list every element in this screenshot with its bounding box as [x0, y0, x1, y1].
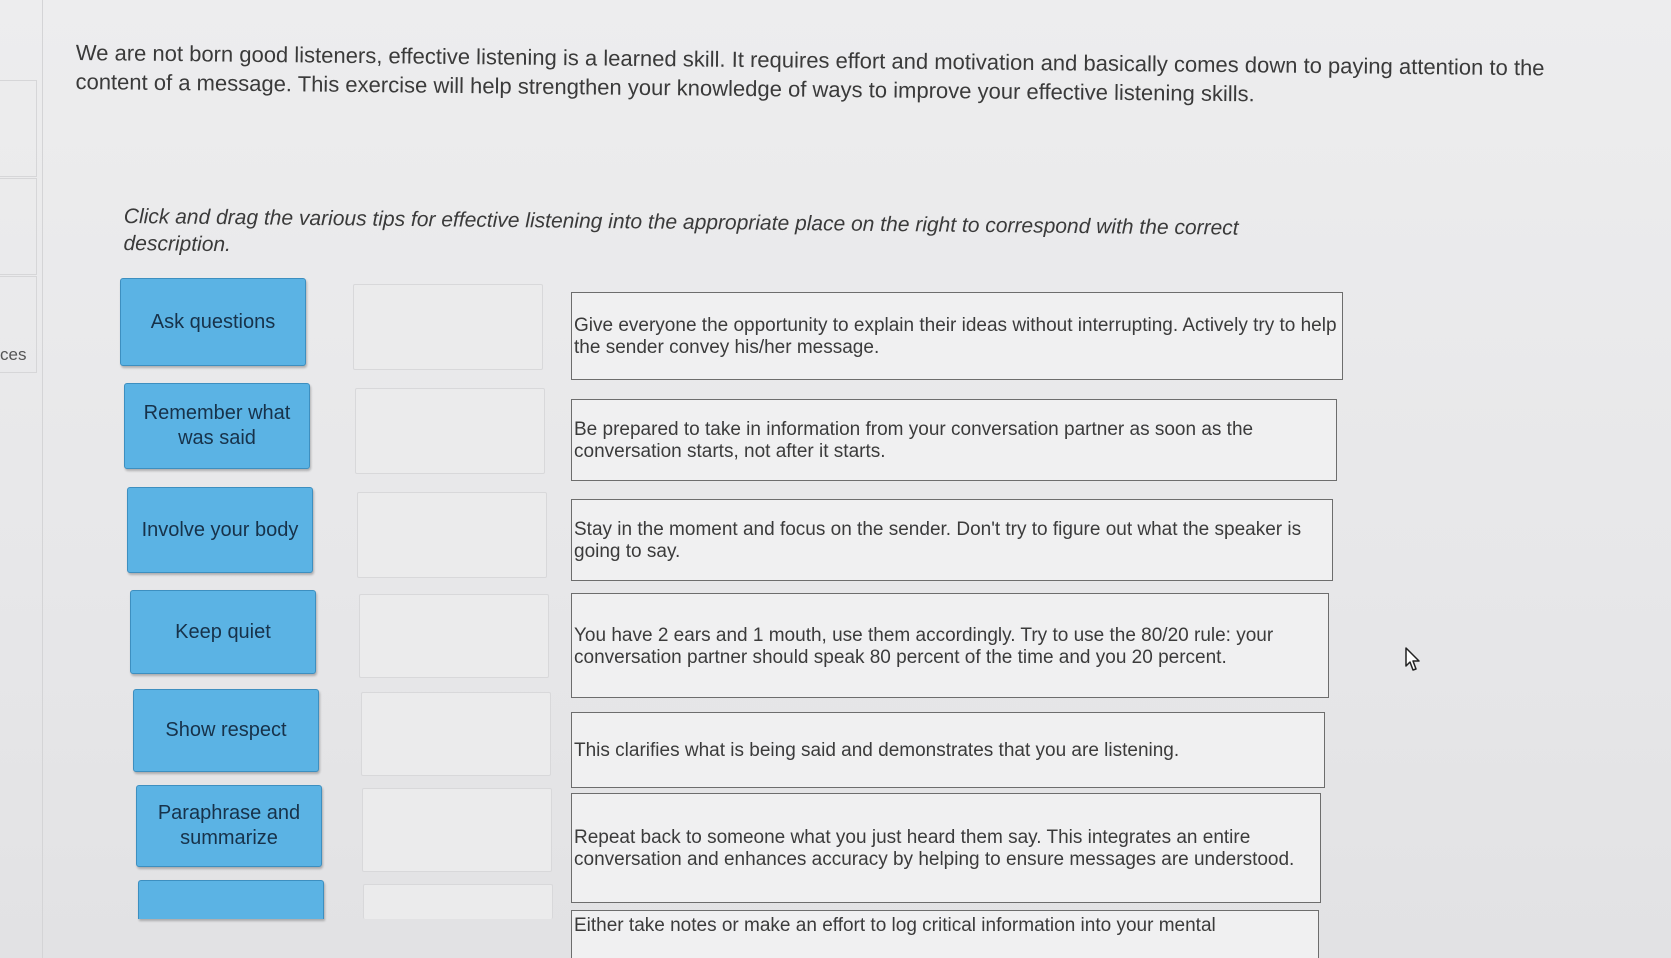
description-box: [571, 712, 1325, 788]
description-text: Be prepared to take in information from your conversation partner as soon as the conversation starts, not after it starts.: [574, 419, 1254, 462]
description-box: [571, 910, 1319, 958]
drop-slot[interactable]: [362, 788, 552, 872]
description-box: [571, 399, 1337, 481]
tip-label: Ask questions: [150, 310, 276, 333]
description-text: Give everyone the opportunity to explain their ideas without interrupting. Actively try to help the sender convey his/her message.: [574, 315, 1337, 358]
description-text: Repeat back to someone what you just heard them say. This integrates an entire conversation and enhances accuracy by helping to ensure messages are understood.: [574, 827, 1295, 870]
instructions-text: Click and drag the various tips for effective listening into the appropriate place on the right to correspond with the correct description.: [123, 204, 1239, 257]
tip-label: Keep quiet: [175, 620, 271, 643]
tip-label: Paraphrase and summarize: [157, 802, 301, 849]
description-text: This clarifies what is being said and demonstrates that you are listening.: [574, 740, 1180, 761]
tip-tile-paraphrase-and-summarize[interactable]: [136, 785, 322, 867]
drop-slot[interactable]: [361, 692, 551, 776]
tip-tile-involve-your-body[interactable]: [127, 487, 313, 573]
drop-slot[interactable]: [357, 492, 547, 578]
tip-tile-partial[interactable]: [138, 880, 324, 919]
side-panel-label: ces: [0, 345, 27, 364]
intro-paragraph: We are not born good listeners, effective listening is a learned skill. It requires effort and motivation and basically comes down to paying attention to the content of a message. This exercise will help strengthen your knowledge of ways to improve your effective listening skills.: [75, 39, 1545, 107]
description-text: You have 2 ears and 1 mouth, use them accordingly. Try to use the 80/20 rule: your conversation partner should speak 80 percent of the time and you 20 percent.: [574, 624, 1274, 668]
tip-tile-show-respect[interactable]: [133, 689, 319, 772]
left-side-panel: [0, 0, 43, 958]
side-panel-item[interactable]: [0, 80, 37, 177]
description-box: [571, 292, 1343, 380]
tip-tile-ask-questions[interactable]: [120, 278, 306, 366]
tip-tile-keep-quiet[interactable]: [130, 590, 316, 674]
tip-label: Remember what was said: [143, 402, 291, 449]
drop-slot[interactable]: [359, 594, 549, 678]
description-box: [571, 593, 1329, 698]
description-box: [571, 793, 1321, 903]
description-text: Either take notes or make an effort to log critical information into your mental: [574, 915, 1216, 936]
description-text: Stay in the moment and focus on the sender. Don't try to figure out what the speaker is going to say.: [574, 519, 1302, 562]
tip-tile-remember-what-was-said[interactable]: [124, 383, 310, 469]
drop-slot[interactable]: [363, 884, 553, 919]
description-box: [571, 499, 1333, 581]
drop-slot[interactable]: [353, 284, 543, 370]
drop-slot[interactable]: [355, 388, 545, 474]
tip-label: Involve your body: [141, 518, 299, 541]
side-panel-item[interactable]: [0, 178, 37, 275]
mouse-pointer-icon: [1400, 646, 1424, 676]
tip-label: Show respect: [165, 719, 287, 741]
